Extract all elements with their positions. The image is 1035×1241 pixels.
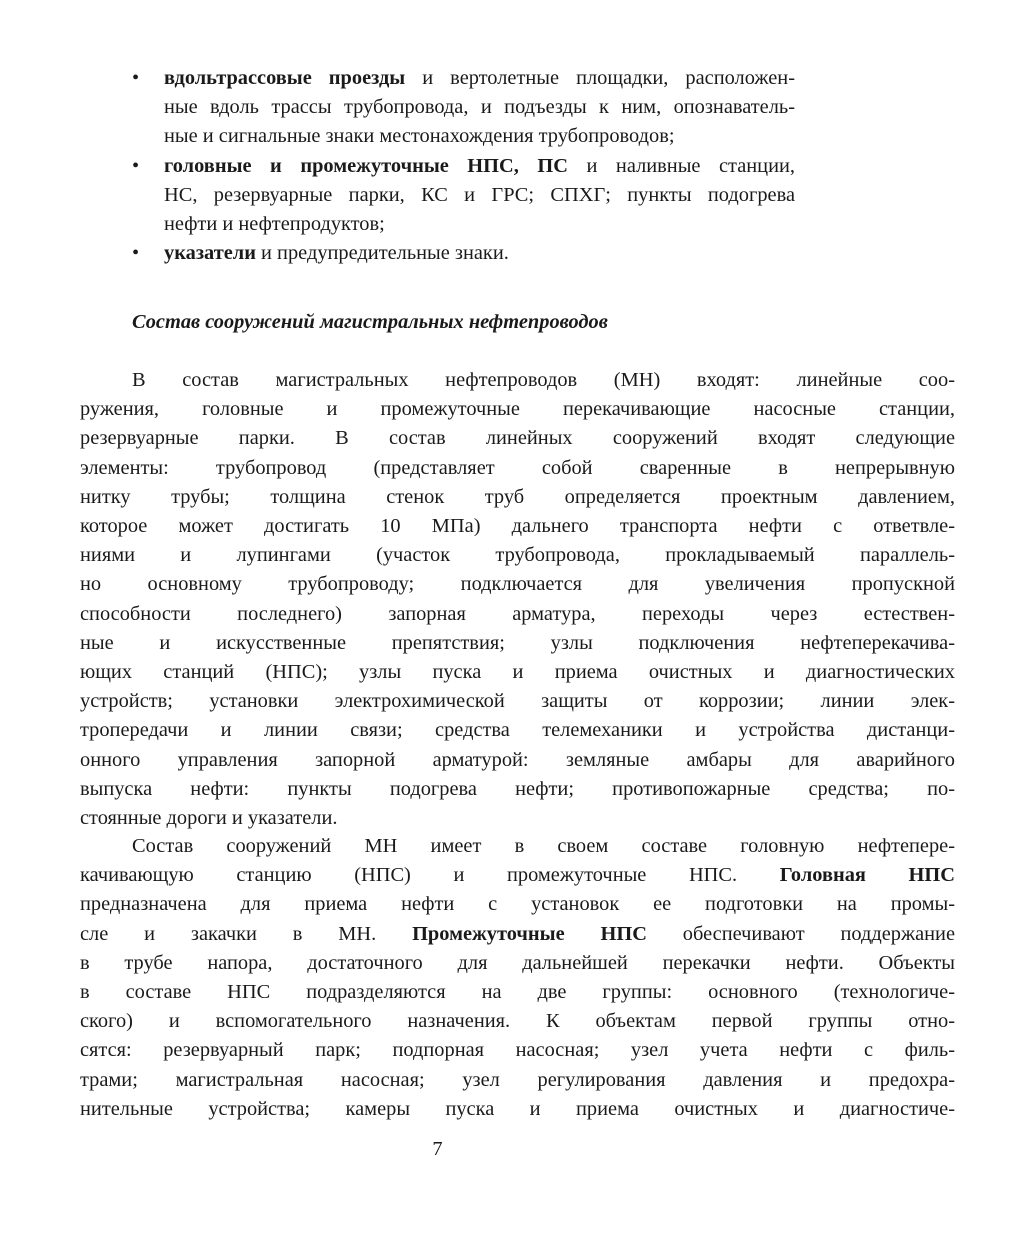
text-line: качивающую станцию (НПС) и промежуточные НПС. Головная НПС — [80, 864, 955, 887]
bold-term: головные и промежуточные НПС, ПС — [164, 154, 568, 177]
text-line: нефти и нефтепродуктов; — [164, 213, 385, 236]
text-line: тропередачи и линии связи; средства телемеханики и устройства дистанци- — [80, 719, 955, 742]
bullet-icon: • — [132, 67, 140, 89]
text-line: устройств; установки электрохимической защиты от коррозии; линии элек- — [80, 690, 955, 713]
bullet-icon: • — [132, 154, 140, 177]
text-line: сятся: резервуарный парк; подпорная насосная; узел учета нефти с филь- — [80, 1039, 955, 1062]
bold-term: Промежуточные НПС — [412, 922, 647, 945]
text-line: ющих станций (НПС); узлы пуска и приема очистных и диагностических — [80, 661, 955, 684]
text-line: нитку трубы; толщина стенок труб определяется проектным давлением, — [80, 485, 955, 508]
text-line: ского) и вспомогательного назначения. К объектам первой группы отно- — [80, 1010, 955, 1033]
text-line: ные и искусственные препятствия; узлы подключения нефтеперекачива- — [80, 631, 955, 654]
paragraph-linear-structures — [0, 366, 1035, 833]
bullet-item — [0, 239, 875, 268]
text-line: ружения, головные и промежуточные перекачивающие насосные станции, — [80, 398, 955, 421]
text-line: вдольтрассовые проезды и вертолетные площадки, расположен- — [164, 67, 795, 89]
section-heading: Состав сооружений магистральных нефтепроводов — [132, 311, 608, 333]
text-line: НС, резервуарные парки, КС и ГРС; СПХГ; пункты подогрева — [164, 183, 795, 206]
text-line: В состав магистральных нефтепроводов (МН) входят: линейные соо- — [132, 369, 955, 391]
text-line: указатели и предупредительные знаки. — [164, 242, 509, 265]
text-line: в трубе напора, достаточного для дальнейшей перекачки нефти. Объекты — [80, 951, 955, 974]
text-line: онного управления запорной арматурой: земляные амбары для аварийного — [80, 748, 955, 771]
text-line: выпуска нефти: пункты подогрева нефти; противопожарные средства; по- — [80, 777, 955, 800]
bold-term: Головная НПС — [779, 864, 955, 887]
text-line: элементы: трубопровод (представляет собой сваренные в непрерывную — [80, 456, 955, 479]
text-line: которое может достигать 10 МПа) дальнего транспорта нефти с ответвле- — [80, 515, 955, 538]
text-line: сле и закачки в МН. Промежуточные НПС обеспечивают поддержание — [80, 922, 955, 945]
text-line: головные и промежуточные НПС, ПС и наливные станции, — [164, 154, 795, 177]
text-line: нительные устройства; камеры пуска и приема очистных и диагностиче- — [80, 1097, 955, 1120]
bullet-item — [0, 64, 875, 152]
text-line: стоянные дороги и указатели. — [80, 807, 338, 830]
bold-term: вдольтрассовые проезды — [164, 67, 406, 89]
bullet-icon: • — [132, 242, 140, 265]
text-line: Состав сооружений МН имеет в своем составе головную нефтепере- — [132, 835, 955, 857]
text-line: способности последнего) запорная арматура, переходы через естествен- — [80, 602, 955, 625]
text-line: предназначена для приема нефти с установок ее подготовки на промы- — [80, 893, 955, 916]
text-line: резервуарные парки. В состав линейных сооружений входят следующие — [80, 427, 955, 450]
page-number: 7 — [432, 1138, 443, 1160]
text-line: в составе НПС подразделяются на две группы: основного (технологиче- — [80, 981, 955, 1004]
paragraph-pumping-stations — [0, 832, 1035, 1124]
text-line: но основному трубопроводу; подключается для увеличения пропускной — [80, 573, 955, 596]
text-line: ные и сигнальные знаки местонахождения трубопроводов; — [164, 125, 675, 148]
text-line: трами; магистральная насосная; узел регулирования давления и предохра- — [80, 1068, 955, 1091]
text-line: ниями и лупингами (участок трубопровода, прокладываемый параллель- — [80, 544, 955, 567]
bullet-list — [0, 64, 875, 268]
bullet-item — [0, 152, 875, 240]
bold-term: указатели — [164, 242, 256, 265]
text-line: ные вдоль трассы трубопровода, и подъезды к ним, опознаватель- — [164, 96, 795, 119]
